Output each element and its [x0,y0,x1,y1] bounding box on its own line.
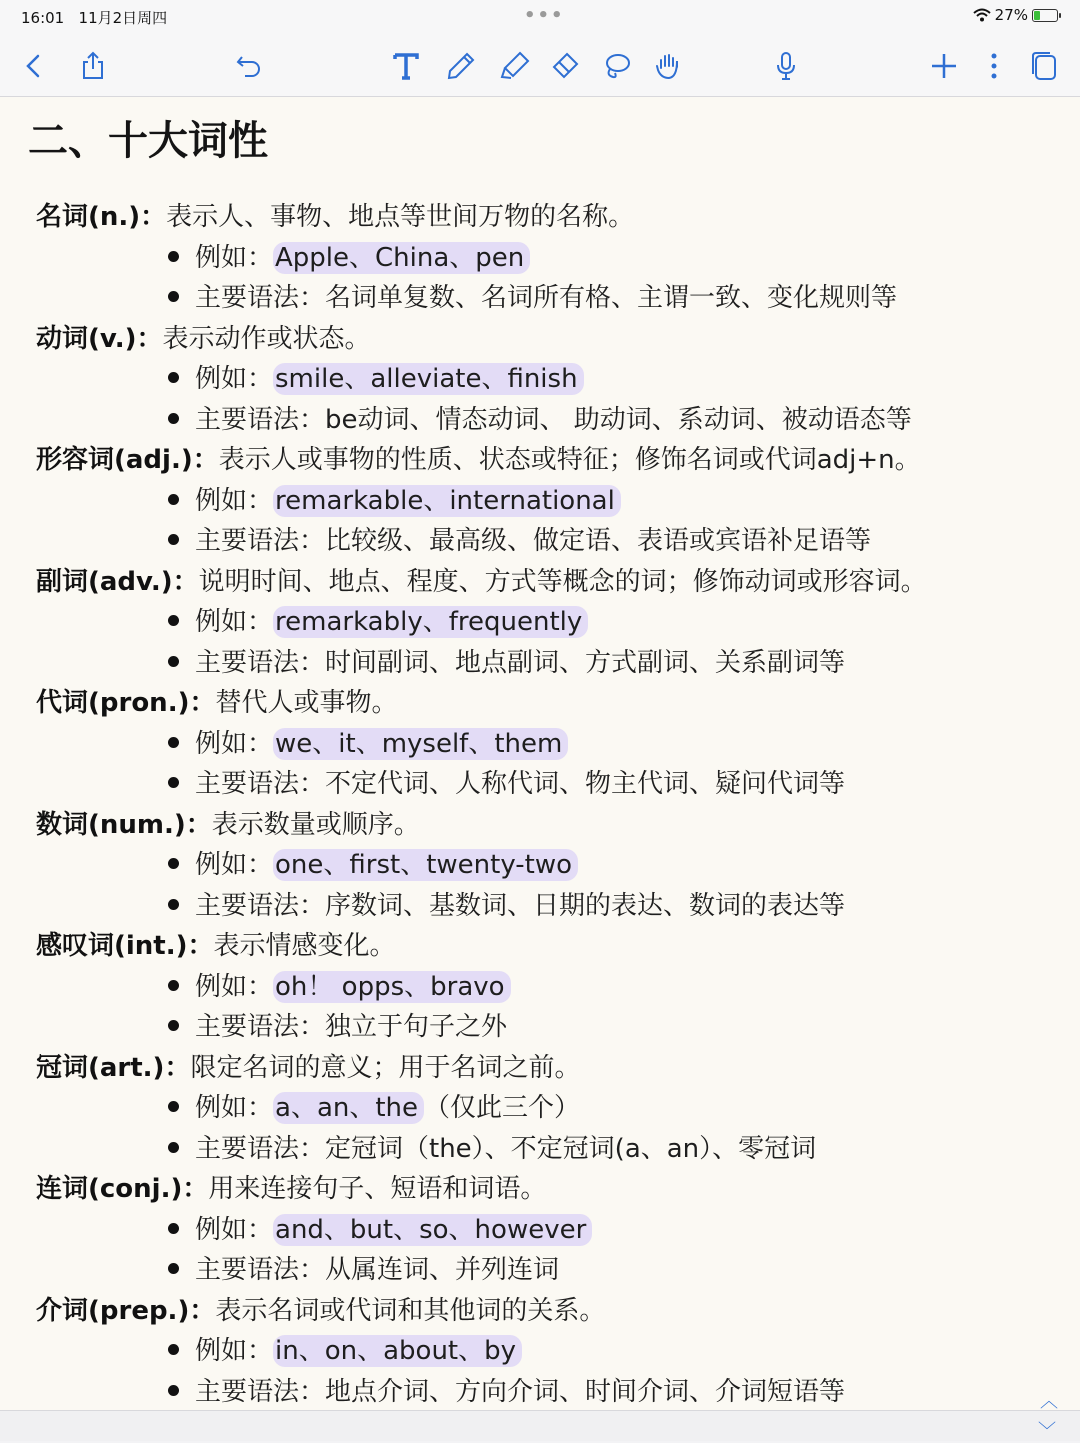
back-chevron-icon[interactable] [16,48,52,84]
bullet-dot [168,980,179,991]
example-label: 例如： [195,364,274,394]
example-bullet [36,967,1036,1008]
status-time: 16:01 11月2日周四 [21,9,168,27]
word-class-description: 替代人或事物。 [215,688,398,718]
word-class-name: 冠词(art.)： [36,1052,191,1083]
battery-icon [1032,9,1058,22]
share-icon[interactable] [75,48,111,84]
grammar-text: 主要语法：不定代词、人称代词、物主代词、疑问代词等 [195,769,846,799]
word-class-name: 名词(n.)： [36,202,167,232]
example-bullet [36,359,1036,400]
bullet-dot [168,615,179,626]
add-icon[interactable] [926,48,962,84]
grammar-bullet [36,1372,1036,1411]
note-page[interactable] [0,97,1080,1410]
grammar-bullet [36,1007,1036,1048]
example-highlight: Apple、China、pen [273,242,530,274]
word-class-name: 数词(num.)： [36,809,212,840]
bullet-dot [168,494,179,505]
word-class-description: 说明时间、地点、程度、方式等概念的词；修饰动词或形容词。 [198,566,927,597]
word-class-heading [36,1291,1036,1332]
pen-icon[interactable] [443,48,479,84]
example-bullet [36,1088,1036,1129]
bullet-dot [168,1263,179,1274]
hand-icon[interactable] [650,48,686,84]
bullet-dot [168,858,179,869]
bullet-dot [168,1101,179,1112]
bullet-dot [168,291,179,302]
bullet-dot [168,1223,179,1234]
eraser-icon[interactable] [547,48,583,84]
word-class-heading [36,1048,1036,1089]
example-highlight: one、first、twenty-two [273,849,578,881]
word-class-description: 表示人或事物的性质、状态或特征；修饰名词或代词adj+n。 [218,445,921,475]
word-class-name: 感叹词(int.)： [36,931,214,961]
word-class-heading [36,440,1036,481]
word-class-heading [36,1169,1036,1210]
chevron-down-icon[interactable]: ﹀ [1038,1421,1056,1442]
word-class-heading [36,319,1036,360]
word-class-name: 动词(v.)： [36,323,163,354]
word-class-description: 表示名词或代词和其他词的关系。 [215,1295,606,1326]
example-label: 例如： [195,1214,274,1245]
grammar-text: 主要语法：定冠词（the）、不定冠词(a、an）、零冠词 [195,1133,817,1164]
word-class-heading [36,926,1036,967]
grammar-text: 主要语法：地点介词、方向介词、时间介词、介词短语等 [195,1376,846,1407]
example-label: 例如： [195,242,274,273]
example-label: 例如： [195,971,274,1002]
example-highlight: and、but、so、however [273,1214,592,1246]
word-class-description: 表示动作或状态。 [162,323,371,354]
grammar-text: 主要语法：比较级、最高级、做定语、表语或宾语补足语等 [195,526,872,556]
bullet-dot [168,737,179,748]
bullet-dot [168,656,179,667]
example-bullet [36,481,1036,522]
bullet-dot [168,1344,179,1355]
bullet-dot [168,1385,179,1396]
example-label: 例如： [195,485,274,516]
word-class-heading [36,562,1036,603]
more-icon[interactable] [976,48,1012,84]
example-highlight: smile、alleviate、finish [273,363,584,395]
microphone-icon[interactable] [768,48,804,84]
multitasking-dots[interactable]: ••• [524,5,565,26]
example-highlight: in、on、about、by [273,1335,522,1367]
bullet-dot [168,251,179,262]
word-class-heading [36,683,1036,724]
example-label: 例如： [195,1093,274,1123]
bullet-dot [168,1020,179,1031]
example-highlight: remarkable、international [273,485,621,517]
grammar-text: 主要语法：时间副词、地点副词、方式副词、关系副词等 [195,647,846,678]
bullet-dot [168,899,179,910]
page-title: 二、十大词性 [28,118,268,164]
grammar-text: 主要语法：名词单复数、名词所有格、主谓一致、变化规则等 [195,283,898,313]
undo-icon[interactable] [231,48,267,84]
pages-icon[interactable] [1026,48,1062,84]
example-bullet [36,1210,1036,1251]
example-highlight: remarkably、frequently [273,606,588,638]
example-label: 例如： [195,728,274,759]
toolbar [0,34,1080,97]
grammar-bullet [36,643,1036,684]
word-class-description: 表示数量或顺序。 [211,809,420,840]
wifi-icon [973,8,991,22]
highlighter-icon[interactable] [497,48,533,84]
bullet-dot [168,413,179,424]
bullet-dot [168,372,179,383]
word-class-name: 副词(adv.)： [36,566,199,597]
grammar-bullet [36,1129,1036,1170]
lasso-icon[interactable] [599,48,635,84]
chevron-up-icon[interactable]: ︿ [1040,1391,1058,1410]
example-bullet [36,238,1036,279]
word-class-heading [36,805,1036,846]
bottom-bar [0,1410,1080,1441]
word-class-description: 限定名词的意义；用于名词之前。 [190,1052,581,1083]
grammar-bullet [36,278,1036,319]
word-class-description: 用来连接句子、短语和词语。 [208,1174,547,1204]
example-bullet [36,602,1036,643]
word-class-heading [36,197,1036,238]
word-class-description: 表示人、事物、地点等世间万物的名称。 [166,202,635,232]
word-class-name: 连词(conj.)： [36,1174,209,1204]
grammar-bullet [36,764,1036,805]
example-label: 例如： [195,607,274,637]
bullet-dot [168,1142,179,1153]
example-highlight: oh！ opps、bravo [273,971,511,1003]
grammar-bullet [36,1250,1036,1291]
grammar-text: 主要语法：be动词、情态动词、 助动词、系动词、被动语态等 [195,404,912,435]
word-class-name: 形容词(adj.)： [36,445,219,475]
grammar-bullet [36,886,1036,927]
grammar-text: 主要语法：从属连词、并列连词 [195,1255,560,1285]
example-bullet [36,845,1036,886]
grammar-text: 主要语法：独立于句子之外 [195,1012,508,1042]
battery-percent: 27% [994,6,1028,24]
word-class-description: 表示情感变化。 [213,931,396,961]
grammar-bullet [36,400,1036,441]
example-label: 例如： [195,1336,274,1366]
example-bullet [36,1331,1036,1372]
example-highlight: a、an、the [273,1092,424,1124]
example-bullet [36,724,1036,765]
text-tool-icon[interactable] [388,48,424,84]
example-label: 例如： [195,850,274,880]
bullet-dot [168,534,179,545]
word-class-name: 代词(pron.)： [36,688,216,718]
word-class-list [36,197,1036,1410]
example-suffix: （仅此三个） [424,1093,581,1123]
example-highlight: we、it、myself、them [273,728,568,760]
status-indicators [973,6,1058,24]
status-bar [0,0,1080,34]
bullet-dot [168,777,179,788]
page-indicator[interactable] [1032,1387,1066,1410]
word-class-name: 介词(prep.)： [36,1295,216,1326]
grammar-text: 主要语法：序数词、基数词、日期的表达、数词的表达等 [195,890,846,921]
grammar-bullet [36,521,1036,562]
